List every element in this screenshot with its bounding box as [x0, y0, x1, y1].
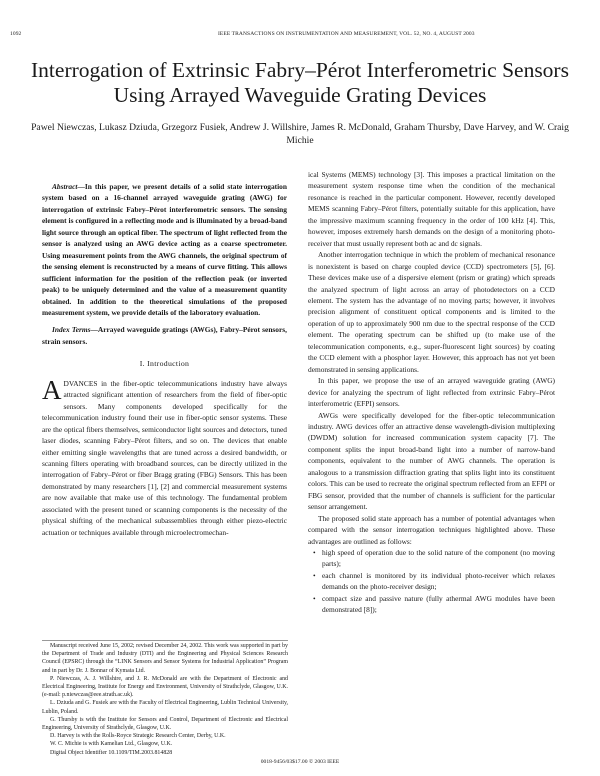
abstract-text: In this paper, we present details of a solid state interrogation system based on a 16-channel arrayed waveguide grating (AWG) for interrogation of extrinsic Fabry–Pérot interferometric sensors. The sensing element is configured in a reflecting mode and is illuminated by a broad-band light source through an optical fiber. The spectrum of light reflected from the sensor is analyzed using an AWG device acting as a coarse spectrometer. Using measurement points from the AWG channels, the original spectrum of the sensing element is reconstructed by a means of curve fitting. This allows sufficient information for the position of the reflection peak (or inverted peak) to be uniquely determined and the value of a measurement quantity obtained. In addition to the theoretical simulations of the proposed measurement system, we provide details of the laboratory evaluation.: [42, 182, 287, 317]
advantages-list: [308, 547, 555, 616]
abstract-label: Abstract—: [52, 182, 85, 191]
drop-cap: A: [42, 374, 62, 405]
right-column: [308, 169, 555, 616]
footnote-affiliation-5: W. C. Michie is with Kamelian Ltd., Glasgow, U.K.: [50, 741, 173, 748]
footnotes: [42, 642, 288, 757]
intro-paragraph-5: The proposed solid state approach has a number of potential advantages when compared with the sensor interrogation techniques highlighted above. These advantages are outlined as follows:: [308, 513, 555, 546]
copyright-line: 0018-9456/03$17.00 © 2003 IEEE: [260, 759, 340, 765]
list-item: • high speed of operation due to the solid nature of the component (no moving parts);: [322, 547, 555, 570]
footnote-manuscript: Manuscript received June 15, 2002; revised December 24, 2002. This work was supported in part by the Department of Trade and Industry (DTI) and the Engineering and Physical Sciences Research Council (EPSRC) through the “LINK Sensors and Sensor Systems for Industrial Application” Program and in part by Dr. J. Bonnar of Kymata Ltd.: [42, 643, 288, 674]
author-list: Pawel Niewczas, Lukasz Dziuda, Grzegorz Fusiek, Andrew J. Willshire, James R. McDonald, Graham Thursby, Dave Harvey, and W. Craig Michie: [31, 122, 569, 146]
footnote-rule: [42, 640, 288, 641]
intro-paragraph-4: AWGs were specifically developed for the fiber-optic telecommunication industry. AWG devices offer an attractive dense wavelength-division multiplexing (DWDM) solution for increased communication system capacity [7]. The component splits the input broad-band light into a number of narrow-band components, equivalent to the number of AWG channels. The operation is analogous to a transmission diffraction grating that splits light into its constituent colors. This can be used to recreate the original spectrum reflected from an EFPI or FBG sensor, provided that the number of channels is sufficient for the particular sensor arrangement.: [308, 410, 555, 512]
left-column: [42, 181, 287, 538]
section-heading: I. Introduction: [139, 359, 190, 369]
list-item: • compact size and passive nature (fully athermal AWG modules have been demonstrated [8]);: [322, 593, 555, 616]
footnote-affiliation-2: L. Dziuda and G. Fusiek are with the Faculty of Electrical Engineering, Lublin Technical University, Lublin, Poland.: [42, 700, 288, 715]
index-terms-label: Index Terms—: [52, 325, 98, 335]
index-terms-text: Arrayed waveguide gratings (AWGs), Fabry–Pérot sensors, strain sensors.: [42, 325, 288, 346]
page-number: 1092: [10, 31, 22, 37]
intro-paragraph-3: In this paper, we propose the use of an arrayed waveguide grating (AWG) device for analyzing the spectrum of light reflected from extrinsic Fabry–Pérot interferometric (EFPI) sensors.: [308, 376, 555, 409]
intro-paragraph-1-cont: ical Systems (MEMS) technology [3]. This imposes a practical limitation on the measurement system response time when the condition of the mechanical resonance is reached in the particular component. However, recently developed MEMS scanning Fabry–Pérot filters, potentially suitable for this application, have the impressive maximum scanning frequency in the order of 100 kHz [4]. This, however, imposes extremely harsh demands on the design of a monitoring photo-receiver that must usually represent both ac and dc signals.: [308, 170, 555, 248]
index-terms: [42, 324, 287, 347]
footnote-doi: Digital Object Identifier 10.1109/TIM.2003.814828: [50, 749, 173, 756]
footnote-affiliation-1: P. Niewczas, A. J. Willshire, and J. R. McDonald are with the Department of Electronic and Electrical Engineering, Institute for Energy and Environment, University of Strathclyde, Glasgow, U.K. (e-mail: p.niewczas@eee.strath.ac.uk).: [42, 675, 288, 699]
footnote-affiliation-3: G. Thursby is with the Institute for Sensors and Control, Department of Electronic and Electrical Engineering, University of Strathclyde, Glasgow, U.K.: [42, 716, 288, 732]
first-word: DVANCES: [63, 378, 98, 388]
paper-title: Interrogation of Extrinsic Fabry–Pérot Interferometric Sensors Using Arrayed Waveguide Grating Devices: [31, 58, 569, 107]
footnote-affiliation-4: D. Harvey is with the Rolls-Royce Strategic Research Center, Derby, U.K.: [50, 733, 226, 740]
intro-paragraph-1: [42, 374, 287, 538]
intro-paragraph-2: Another interrogation technique in which the problem of mechanical resonance is nonexistent is based on charge coupled device (CCD) spectrometers [5], [6]. These devices make use of a dispersive element (prism or grating) which spreads the analyzed spectrum of light across an array of photodetectors on a CCD element. The system has the advantage of no moving parts; however, it involves precision alignment of constituent optical components and is limited to the operation of up to approximately 900 nm due to the spectral response of the CCD element. The operating spectrum can be shifted up (to make use of the telecommunication components, e.g., super-fluorescent light sources) by coating the CCD element with a phosphor layer. However, this approach has not yet been demonstrated in sensing applications.: [308, 250, 555, 374]
intro-text-1: in the fiber-optic telecommunications industry have always attracted significant attention of researchers from the field of fiber-optic sensors. Many components developed specifically for the telecommunication industry found their use in fiber-optic sensor systems. These are the optical fibers themselves, semiconductor light sources and detectors, tuned laser diodes, scanning Fabry–Pérot filters, and so on. The devices that enable either emitting single wavelengths that are tuned across a desired bandwidth, or scanning filters operating with broadband sources, can be directly utilized in the interrogation of Fabry–Pérot or fiber Bragg grating (FBG) Sensors. This has been demonstrated by many researchers [1], [2] and commercial measurement systems are now available that make use of this technology. The fundamental problem associated with the present tuned or scanning components is the necessity of the physical shifting of the mechanical subassemblies through either piezo-electric actuation or techniques available through microelectromechan-: [42, 378, 287, 537]
list-item: • each channel is monitored by its individual photo-receiver which relaxes demands on the photo-receiver design;: [322, 570, 555, 593]
abstract: [42, 181, 287, 318]
journal-header: IEEE TRANSACTIONS ON INSTRUMENTATION AND MEASUREMENT, VOL. 52, NO. 4, AUGUST 2003: [218, 31, 475, 37]
